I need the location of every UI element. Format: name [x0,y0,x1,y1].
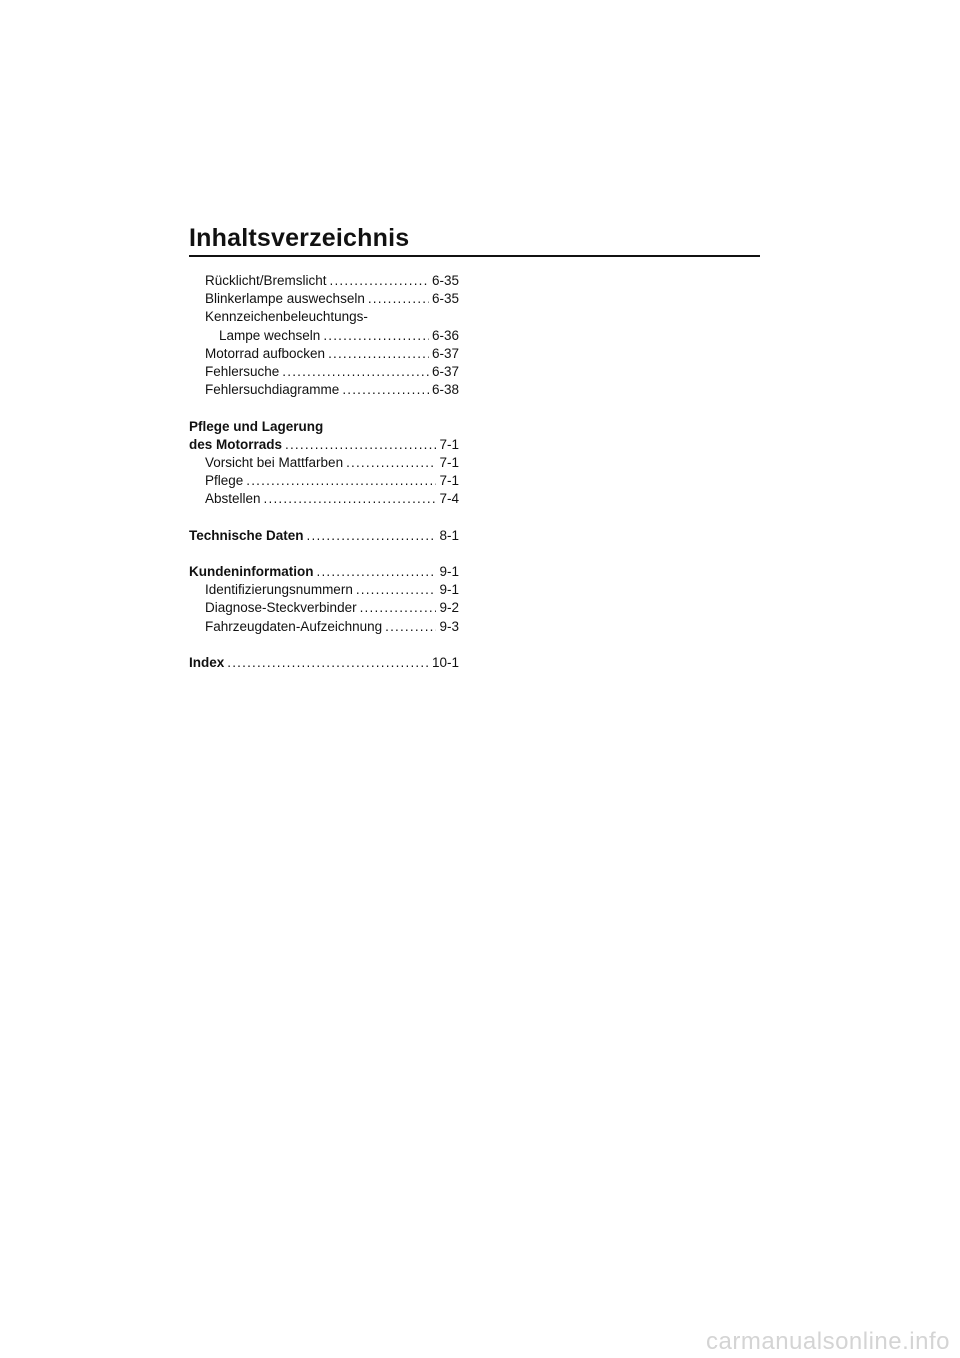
section-gap [189,399,459,417]
leader-dots [227,654,429,672]
toc-entry-label: Fehlersuchdiagramme [205,382,340,398]
chapter-title-pflege-line1: Pflege und Lagerung [189,418,324,434]
toc-entry-page: 7-1 [439,454,459,470]
leader-dots [264,490,437,508]
toc-entry-page: 7-4 [439,491,459,507]
toc-entry-abstellen[interactable] [189,490,459,508]
chapter-entry-technische-daten[interactable] [189,527,459,545]
toc-entry-label: Identifizierungsnummern [205,582,353,598]
toc-entry-page: 6-35 [431,273,459,288]
toc-entry-page: 6-37 [431,363,459,379]
leader-dots [356,581,437,599]
chapter-entry-index[interactable] [189,654,459,672]
chapter-page: 7-1 [439,436,459,452]
chapter-title: Kundeninformation [189,564,314,579]
leader-dots [317,563,437,581]
toc-entry-page: 6-38 [431,382,459,398]
chapter-entry-pflege[interactable] [189,436,459,454]
toc-entry-page: 9-3 [439,618,459,634]
chapter-title: Technische Daten [189,527,304,543]
leader-dots [282,363,429,381]
chapter-title: des Motorrads [189,436,283,452]
section-gap [189,545,459,563]
page-header [189,222,760,257]
toc-entry-page: 9-1 [439,582,459,598]
leader-dots [330,272,429,290]
toc-entry-label: Diagnose-Steckverbinder [205,600,357,616]
chapter-page: 9-1 [439,564,459,579]
toc-entry-kennzeichen[interactable] [189,327,459,345]
section-gap [189,636,459,654]
toc-entry-ruecklicht[interactable] [189,272,459,290]
toc-entry-page: 7-1 [439,473,459,489]
toc-entry-fahrzeugdaten[interactable] [189,618,459,636]
leader-dots [346,454,436,472]
section-gap [189,508,459,526]
toc-entry-mattfarben[interactable] [189,454,459,472]
toc-entry-page: 9-2 [439,600,459,616]
toc-entry-motorrad-aufbocken[interactable] [189,345,459,363]
leader-dots [328,345,429,363]
watermark: carmanualsonline.info [706,1328,950,1355]
chapter-page: 10-1 [431,654,459,670]
toc-entry-kennzeichen-line1: Kennzeichenbeleuchtungs- [205,309,368,325]
page-title: Inhaltsverzeichnis [189,224,410,252]
leader-dots [342,381,429,399]
toc-entry-label: Fahrzeugdaten-Aufzeichnung [205,618,383,634]
title-rule [189,255,760,257]
leader-dots [285,436,436,454]
toc-entry-label: Pflege [205,473,244,489]
toc-entry-blinkerlampe[interactable] [189,290,459,308]
toc-entry-fehlersuchdiagramme[interactable] [189,381,459,399]
toc-entry-label: Fehlersuche [205,363,280,379]
toc-entry-label: Motorrad aufbocken [205,345,326,361]
leader-dots [360,599,437,617]
leader-dots [385,618,436,636]
toc-entry-diagnose-steckverbinder[interactable] [189,599,459,617]
table-of-contents [189,272,459,672]
leader-dots [246,472,436,490]
chapter-page: 8-1 [439,527,459,543]
leader-dots [368,290,429,308]
toc-entry-fehlersuche[interactable] [189,363,459,381]
toc-entry-identifizierungsnummern[interactable] [189,581,459,599]
toc-entry-label: Vorsicht bei Mattfarben [205,454,344,470]
toc-entry-page: 6-35 [431,291,459,307]
toc-entry-label: Lampe wechseln [219,327,321,343]
toc-entry-page: 6-37 [431,345,459,361]
chapter-entry-kundeninformation[interactable] [189,563,459,581]
toc-entry-page: 6-36 [431,327,459,343]
toc-entry-label: Abstellen [205,491,261,507]
chapter-title: Index [189,654,225,670]
toc-entry-label: Rücklicht/Bremslicht [205,273,327,288]
toc-entry-pflege[interactable] [189,472,459,490]
toc-entry-label: Blinkerlampe auswechseln [205,291,365,307]
leader-dots [323,327,429,345]
leader-dots [307,527,437,545]
